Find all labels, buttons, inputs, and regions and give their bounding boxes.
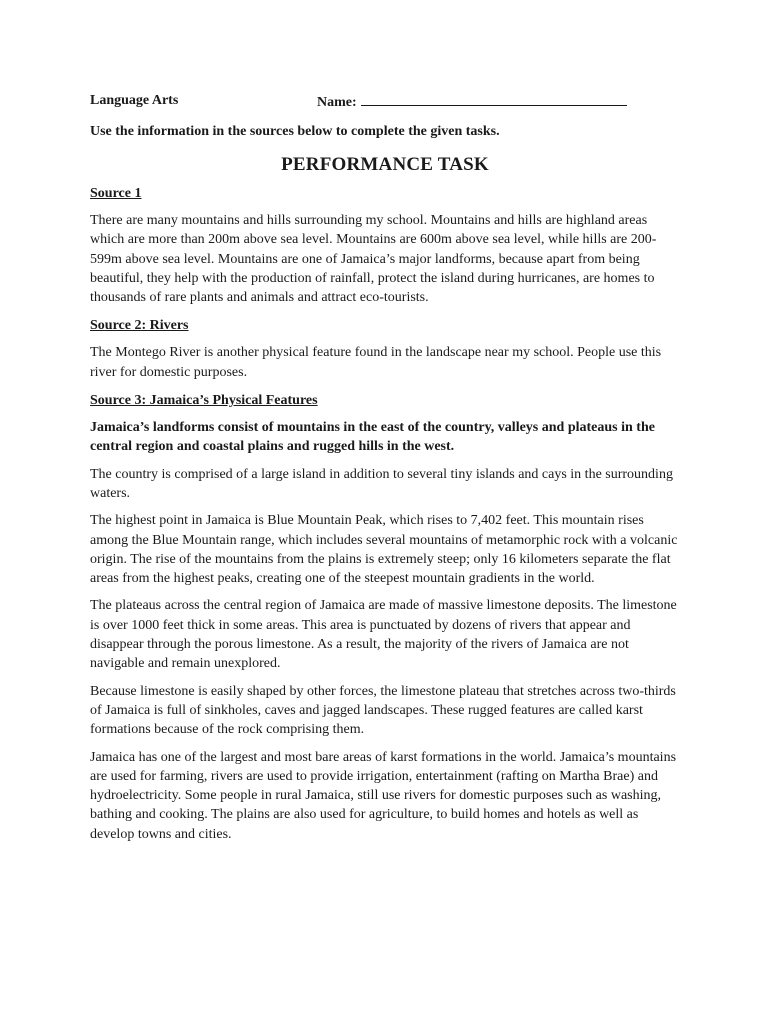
name-blank-line: [361, 93, 627, 106]
source1-heading: Source 1: [90, 186, 142, 201]
instructions: Use the information in the sources below to complete the given tasks.: [90, 124, 500, 139]
document-page: [90, 93, 680, 844]
page-title: PERFORMANCE TASK: [281, 154, 489, 175]
subject-label: Language Arts: [90, 93, 179, 108]
header-row: [90, 93, 680, 113]
source3-paragraph-blue-mountain: The highest point in Jamaica is Blue Mountain Peak, which rises to 7,402 feet. This mountain rises among the Blue Mountain range, which includes several mountains of metamorphic rock with a volcanic origin. The rise of the mountains from the plains is extremely steep; only 16 kilometers separate the flat areas from the highest peaks, creating one of the steepest mountain gradients in the world.: [90, 513, 678, 587]
name-label: Name:: [317, 95, 357, 110]
source3-paragraph-islands: The country is comprised of a large island in addition to several tiny islands and cays in the surrounding waters.: [90, 466, 673, 501]
source2-heading: Source 2: Rivers: [90, 318, 189, 334]
source1-paragraph: There are many mountains and hills surrounding my school. Mountains and hills are highland areas which are more than 200m above sea level. Mountains are 600m above sea level, while hills are 200-599m above sea level. Mountains are one of Jamaica’s major landforms, because apart from being beautiful, they help with the production of rainfall, protect the island during hurricanes, are homes to thousands of rare plants and animals and attract eco-tourists.: [90, 213, 657, 306]
source3-paragraph-plateaus: The plateaus across the central region of Jamaica are made of massive limestone deposits. The limestone is over 1000 feet thick in some areas. This area is punctuated by dozens of rivers that appear and disappear through the porous limestone. As a result, the majority of the rivers of Jamaica are not navigable and remain unexplored.: [90, 598, 677, 672]
source3-lead-paragraph: Jamaica’s landforms consist of mountains in the east of the country, valleys and plateaus in the central region and coastal plains and rugged hills in the west.: [90, 420, 655, 455]
source3-heading: Source 3: Jamaica’s Physical Features: [90, 393, 318, 409]
source2-paragraph: The Montego River is another physical feature found in the landscape near my school. People use this river for domestic purposes.: [90, 345, 662, 380]
source3-paragraph-karst-uses: Jamaica has one of the largest and most bare areas of karst formations in the world. Jamaica’s mountains are used for farming, rivers are used to provide irrigation, entertainment (rafting on Martha Brae) and hydroelectricity. Some people in rural Jamaica, still use rivers for domestic purposes such as washing, bathing and cooking. The plains are also used for agriculture, to build homes and hotels as well as develop towns and cities.: [90, 749, 677, 842]
source3-paragraph-limestone: Because limestone is easily shaped by other forces, the limestone plateau that stretches across two-thirds of Jamaica is full of sinkholes, caves and jagged landscapes. These rugged features are called karst formations because of the rock comprising them.: [90, 683, 676, 738]
name-field: [317, 93, 627, 111]
